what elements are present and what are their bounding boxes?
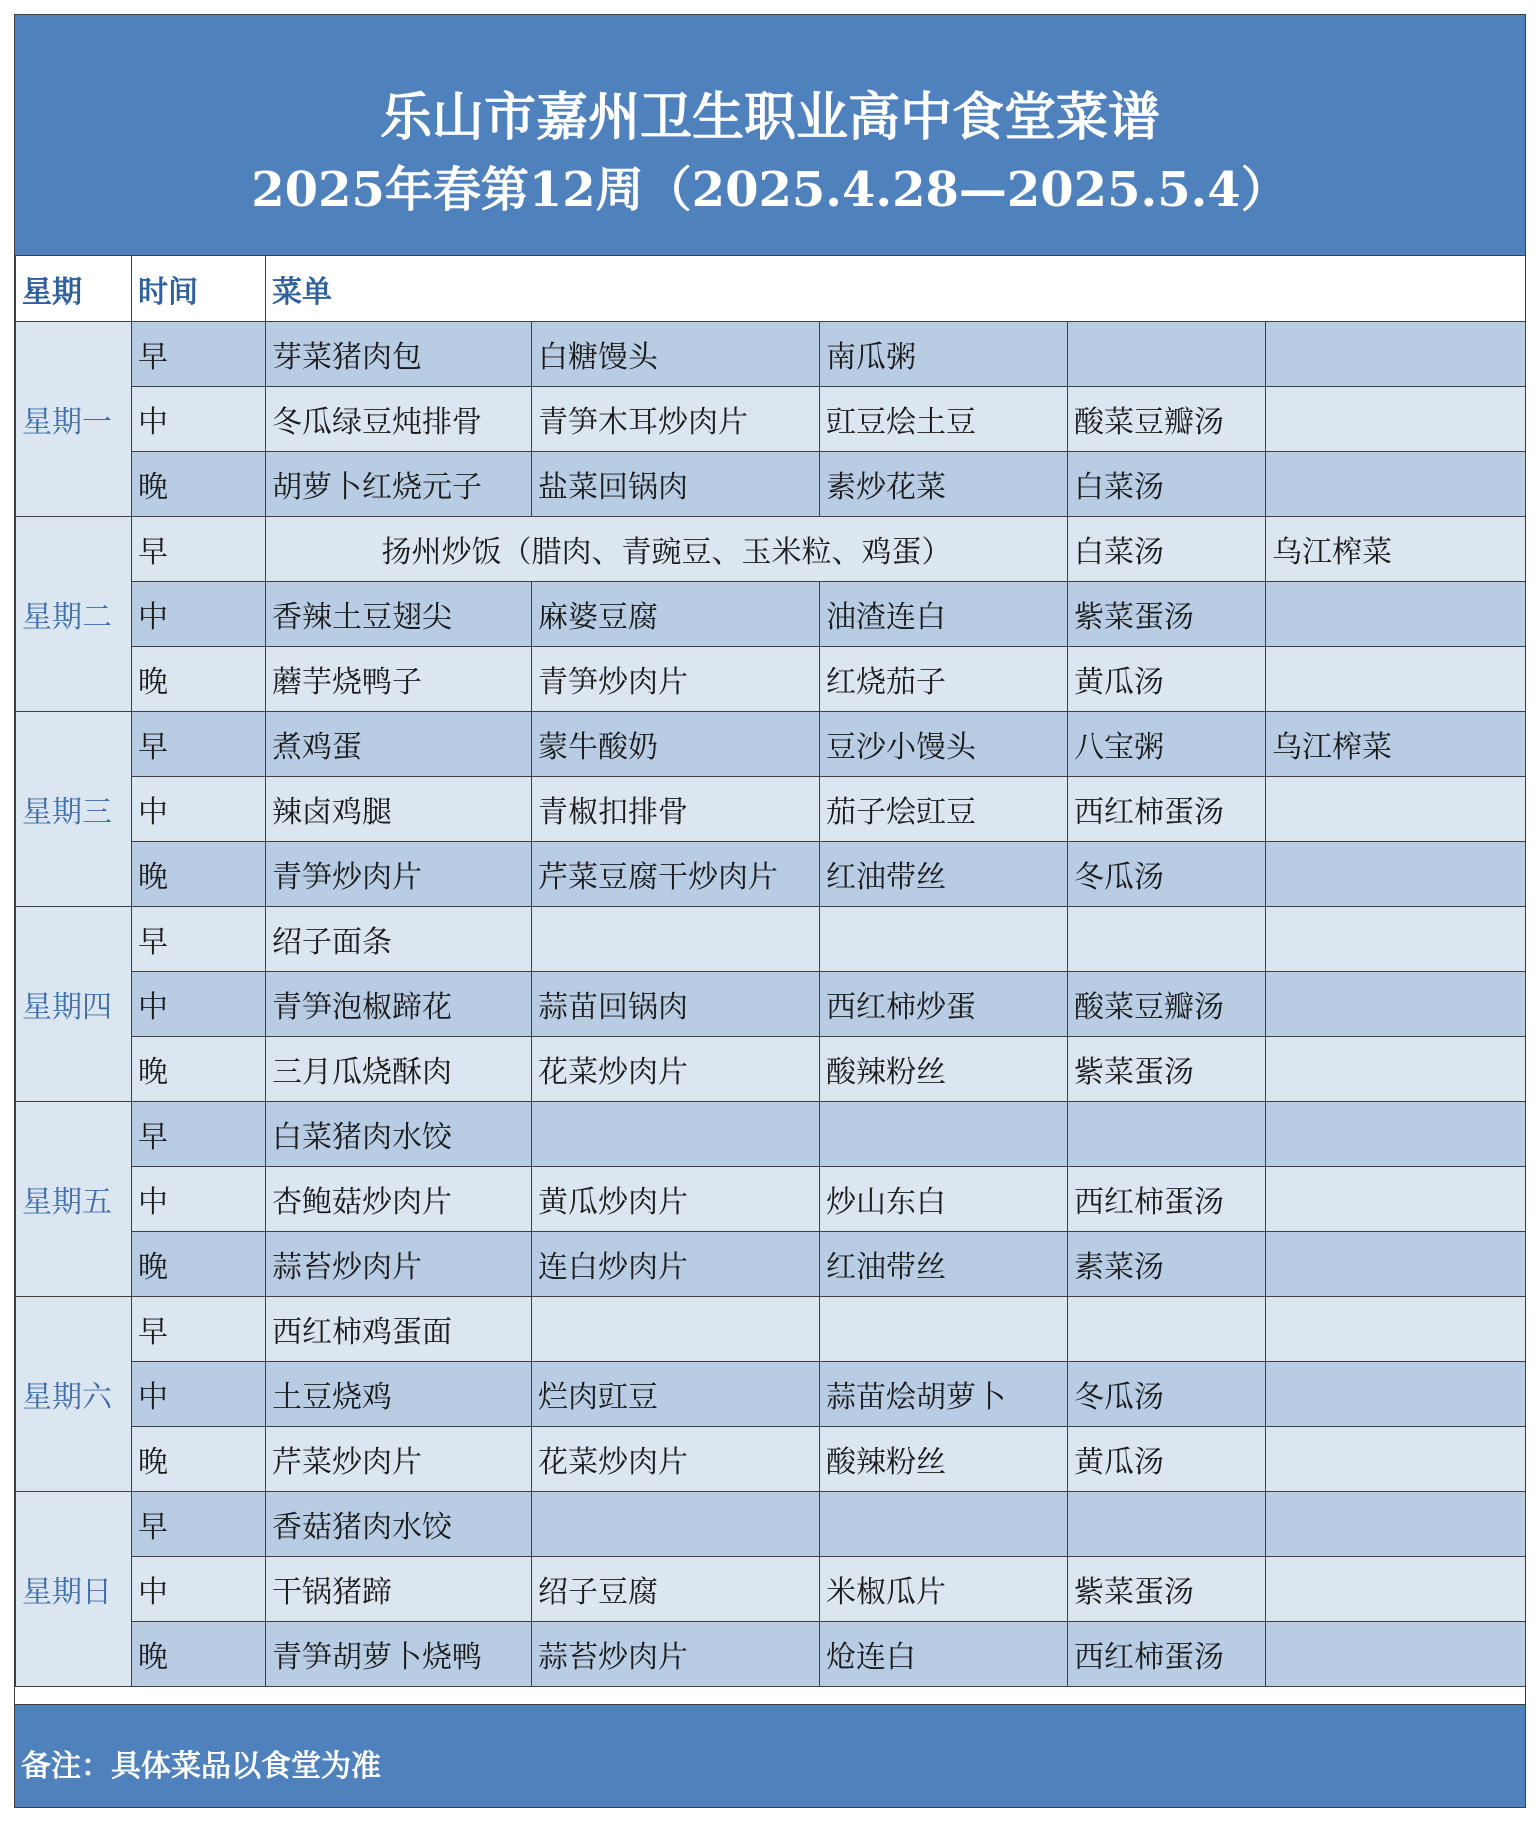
dish-cell: 连白炒肉片	[532, 1232, 820, 1297]
dish-cell: 蒜苔炒肉片	[532, 1622, 820, 1687]
dish-cell: 素菜汤	[1068, 1232, 1266, 1297]
meal-time: 早	[132, 517, 266, 582]
dish-cell	[1266, 452, 1526, 517]
header-menu: 菜单	[266, 256, 1526, 322]
dish-cell	[1266, 842, 1526, 907]
table-row	[16, 1427, 1526, 1492]
dish-cell	[1266, 1492, 1526, 1557]
dish-cell	[1068, 907, 1266, 972]
dish-cell: 香菇猪肉水饺	[266, 1492, 532, 1557]
table-row	[16, 1362, 1526, 1427]
title-band	[15, 15, 1525, 255]
dish-cell: 花菜炒肉片	[532, 1427, 820, 1492]
dish-cell	[1266, 777, 1526, 842]
dish-cell: 芹菜炒肉片	[266, 1427, 532, 1492]
dish-cell: 烂肉豇豆	[532, 1362, 820, 1427]
menu-table	[15, 255, 1526, 1687]
dish-cell	[1266, 1102, 1526, 1167]
dish-cell	[1266, 647, 1526, 712]
dish-cell: 茄子烩豇豆	[820, 777, 1068, 842]
dish-cell: 酸辣粉丝	[820, 1037, 1068, 1102]
table-header-row	[16, 256, 1526, 322]
day-label: 星期五	[16, 1102, 132, 1297]
table-row	[16, 1037, 1526, 1102]
table-row	[16, 387, 1526, 452]
dish-cell	[1266, 387, 1526, 452]
table-row	[16, 647, 1526, 712]
table-row	[16, 1232, 1526, 1297]
dish-cell: 蒜苗烩胡萝卜	[820, 1362, 1068, 1427]
dish-cell: 蘑芋烧鸭子	[266, 647, 532, 712]
table-row	[16, 712, 1526, 777]
dish-cell: 乌江榨菜	[1266, 517, 1526, 582]
table-row	[16, 972, 1526, 1037]
dish-cell: 酸辣粉丝	[820, 1427, 1068, 1492]
dish-cell: 米椒瓜片	[820, 1557, 1068, 1622]
dish-cell	[532, 907, 820, 972]
dish-cell	[1266, 1622, 1526, 1687]
dish-cell: 胡萝卜红烧元子	[266, 452, 532, 517]
dish-cell: 干锅猪蹄	[266, 1557, 532, 1622]
dish-cell: 西红柿蛋汤	[1068, 777, 1266, 842]
dish-cell: 西红柿蛋汤	[1068, 1622, 1266, 1687]
dish-cell: 紫菜蛋汤	[1068, 582, 1266, 647]
meal-time: 中	[132, 972, 266, 1037]
dish-cell: 西红柿鸡蛋面	[266, 1297, 532, 1362]
dish-cell: 芽菜猪肉包	[266, 322, 532, 387]
dish-cell: 油渣连白	[820, 582, 1068, 647]
day-label: 星期二	[16, 517, 132, 712]
dish-cell: 三月瓜烧酥肉	[266, 1037, 532, 1102]
dish-cell: 青笋木耳炒肉片	[532, 387, 820, 452]
table-row	[16, 452, 1526, 517]
page-subtitle: 2025年春第12周（2025.4.28—2025.5.4）	[251, 162, 1289, 218]
dish-cell	[532, 1102, 820, 1167]
dish-cell: 白菜猪肉水饺	[266, 1102, 532, 1167]
dish-cell: 煮鸡蛋	[266, 712, 532, 777]
meal-time: 早	[132, 907, 266, 972]
meal-time: 晚	[132, 1037, 266, 1102]
dish-cell: 蒙牛酸奶	[532, 712, 820, 777]
meal-time: 中	[132, 777, 266, 842]
header-day: 星期	[16, 256, 132, 322]
meal-time: 早	[132, 1492, 266, 1557]
dish-cell: 白菜汤	[1068, 517, 1266, 582]
dish-cell	[1068, 1492, 1266, 1557]
menu-sheet	[14, 14, 1526, 1808]
dish-cell	[532, 1492, 820, 1557]
dish-cell: 白糖馒头	[532, 322, 820, 387]
dish-cell: 辣卤鸡腿	[266, 777, 532, 842]
dish-cell: 西红柿炒蛋	[820, 972, 1068, 1037]
table-row	[16, 777, 1526, 842]
dish-cell	[1266, 1557, 1526, 1622]
dish-cell	[1266, 1232, 1526, 1297]
dish-cell	[820, 1102, 1068, 1167]
meal-time: 早	[132, 1297, 266, 1362]
dish-cell: 杏鲍菇炒肉片	[266, 1167, 532, 1232]
dish-cell	[1266, 972, 1526, 1037]
table-row	[16, 1622, 1526, 1687]
meal-time: 中	[132, 387, 266, 452]
table-row	[16, 582, 1526, 647]
dish-cell: 蒜苔炒肉片	[266, 1232, 532, 1297]
dish-cell: 蒜苗回锅肉	[532, 972, 820, 1037]
dish-cell: 香辣土豆翅尖	[266, 582, 532, 647]
dish-cell	[1266, 582, 1526, 647]
dish-cell	[820, 907, 1068, 972]
dish-cell	[1266, 1167, 1526, 1232]
dish-cell	[1266, 322, 1526, 387]
dish-cell: 麻婆豆腐	[532, 582, 820, 647]
meal-time: 晚	[132, 452, 266, 517]
meal-time: 晚	[132, 647, 266, 712]
dish-cell	[1266, 1362, 1526, 1427]
dish-cell: 芹菜豆腐干炒肉片	[532, 842, 820, 907]
dish-cell	[1068, 322, 1266, 387]
dish-cell	[1266, 1037, 1526, 1102]
page-title: 乐山市嘉州卫生职业高中食堂菜谱	[379, 87, 1160, 148]
dish-cell: 八宝粥	[1068, 712, 1266, 777]
dish-cell	[820, 1492, 1068, 1557]
table-row	[16, 517, 1526, 582]
dish-cell: 红烧茄子	[820, 647, 1068, 712]
dish-cell	[1266, 1427, 1526, 1492]
dish-cell-merged: 扬州炒饭（腊肉、青豌豆、玉米粒、鸡蛋）	[266, 517, 1068, 582]
table-row	[16, 322, 1526, 387]
table-row	[16, 1102, 1526, 1167]
dish-cell: 素炒花菜	[820, 452, 1068, 517]
day-label: 星期三	[16, 712, 132, 907]
dish-cell: 冬瓜绿豆炖排骨	[266, 387, 532, 452]
meal-time: 中	[132, 1362, 266, 1427]
dish-cell: 青笋炒肉片	[532, 647, 820, 712]
header-time: 时间	[132, 256, 266, 322]
dish-cell: 青笋泡椒蹄花	[266, 972, 532, 1037]
dish-cell	[1068, 1102, 1266, 1167]
dish-cell	[1266, 1297, 1526, 1362]
footnote: 备注：具体菜品以食堂为准	[21, 1749, 381, 1784]
dish-cell	[532, 1297, 820, 1362]
dish-cell: 南瓜粥	[820, 322, 1068, 387]
day-label: 星期一	[16, 322, 132, 517]
dish-cell: 青椒扣排骨	[532, 777, 820, 842]
dish-cell: 紫菜蛋汤	[1068, 1557, 1266, 1622]
dish-cell: 红油带丝	[820, 1232, 1068, 1297]
day-label: 星期四	[16, 907, 132, 1102]
table-row	[16, 1492, 1526, 1557]
dish-cell: 冬瓜汤	[1068, 842, 1266, 907]
dish-cell: 酸菜豆瓣汤	[1068, 387, 1266, 452]
meal-time: 中	[132, 1167, 266, 1232]
meal-time: 晚	[132, 1232, 266, 1297]
dish-cell: 盐菜回锅肉	[532, 452, 820, 517]
table-row	[16, 907, 1526, 972]
dish-cell: 红油带丝	[820, 842, 1068, 907]
day-label: 星期六	[16, 1297, 132, 1492]
dish-cell: 黄瓜汤	[1068, 1427, 1266, 1492]
table-row	[16, 1167, 1526, 1232]
dish-cell: 黄瓜炒肉片	[532, 1167, 820, 1232]
dish-cell	[1068, 1297, 1266, 1362]
table-row	[16, 842, 1526, 907]
dish-cell: 白菜汤	[1068, 452, 1266, 517]
dish-cell: 酸菜豆瓣汤	[1068, 972, 1266, 1037]
meal-time: 中	[132, 582, 266, 647]
dish-cell: 炝连白	[820, 1622, 1068, 1687]
table-row	[16, 1297, 1526, 1362]
dish-cell: 黄瓜汤	[1068, 647, 1266, 712]
dish-cell: 绍子面条	[266, 907, 532, 972]
note-band	[15, 1704, 1525, 1807]
meal-time: 中	[132, 1557, 266, 1622]
table-row	[16, 1557, 1526, 1622]
dish-cell: 花菜炒肉片	[532, 1037, 820, 1102]
dish-cell: 土豆烧鸡	[266, 1362, 532, 1427]
meal-time: 晚	[132, 1622, 266, 1687]
dish-cell: 豇豆烩土豆	[820, 387, 1068, 452]
meal-time: 早	[132, 712, 266, 777]
day-label: 星期日	[16, 1492, 132, 1687]
meal-time: 早	[132, 322, 266, 387]
dish-cell: 豆沙小馒头	[820, 712, 1068, 777]
dish-cell: 青笋炒肉片	[266, 842, 532, 907]
meal-time: 晚	[132, 1427, 266, 1492]
meal-time: 早	[132, 1102, 266, 1167]
dish-cell: 紫菜蛋汤	[1068, 1037, 1266, 1102]
dish-cell: 西红柿蛋汤	[1068, 1167, 1266, 1232]
dish-cell: 绍子豆腐	[532, 1557, 820, 1622]
dish-cell: 乌江榨菜	[1266, 712, 1526, 777]
dish-cell	[1266, 907, 1526, 972]
dish-cell	[820, 1297, 1068, 1362]
meal-time: 晚	[132, 842, 266, 907]
dish-cell: 冬瓜汤	[1068, 1362, 1266, 1427]
dish-cell: 炒山东白	[820, 1167, 1068, 1232]
dish-cell: 青笋胡萝卜烧鸭	[266, 1622, 532, 1687]
